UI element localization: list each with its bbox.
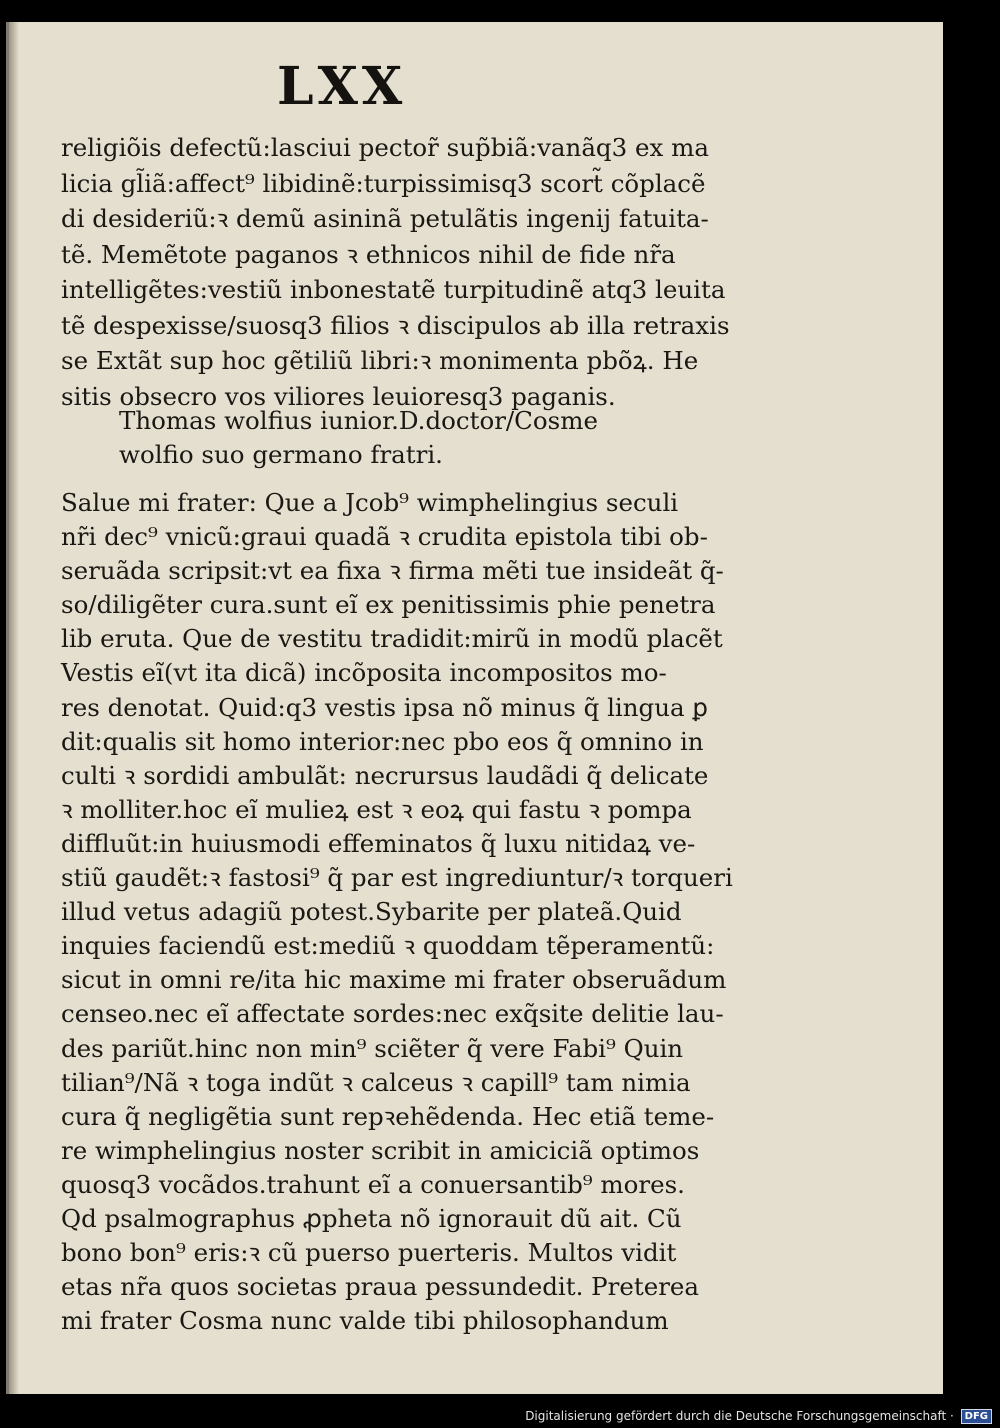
dfg-logo: DFG <box>961 1409 992 1424</box>
folio-number: LXX <box>277 56 407 117</box>
text-line: culti ꝛ sordidi ambulãt: necrursus laudãdi q̃ delicate <box>61 760 709 790</box>
book-page <box>6 22 943 1394</box>
text-line: di desideriũ:ꝛ demũ asininã petulãtis ingenij fatuita- <box>61 204 709 233</box>
text-line: Vestis eĩ(vt ita dicã) incõposita incompositos mo- <box>61 658 667 688</box>
text-line: sicut in omni re/ita hic maxime mi frater obseruãdum <box>61 965 727 995</box>
text-line: dit:qualis sit homo interior:nec pbo eos q̃ omnino in <box>61 726 704 756</box>
text-line: ꝛ molliter.hoc eĩ mulieꝝ est ꝛ eoꝝ qui fastu ꝛ pompa <box>61 794 692 824</box>
text-line: re wimphelingius noster scribit in amiciciã optimos <box>61 1135 700 1165</box>
text-line: licia gl̃iã:affect⁹ libidinẽ:turpissimisq3 scort̃ cõplacẽ <box>61 168 706 198</box>
text-line: so/diligẽter cura.sunt eĩ ex penitissimis phie penetra <box>61 590 716 620</box>
text-line: tilian⁹/Nã ꝛ toga indũt ꝛ calceus ꝛ capill⁹ tam nimia <box>61 1067 691 1097</box>
text-line: Salue mi frater: Que a Jcob⁹ wimphelingius seculi <box>61 488 679 517</box>
heading-line: wolfio suo germano fratri. <box>119 440 443 469</box>
text-line: res denotat. Quid:q3 vestis ipsa nõ minus q̃ lingua ꝑ <box>61 692 708 722</box>
text-line: quosq3 vocãdos.trahunt eĩ a conuersantib⁹ mores. <box>61 1169 685 1199</box>
gutter-shadow <box>9 22 19 1394</box>
text-line: stiũ gaudẽt:ꝛ fastosi⁹ q̃ par est ingrediuntur/ꝛ torqueri <box>61 863 733 893</box>
text-line: seruãda scripsit:vt ea fixa ꝛ firma mẽti tue insideãt q̃- <box>61 556 724 586</box>
text-line: tẽ despexisse/suosq3 filios ꝛ discipulos ab illa retraxis <box>61 310 730 340</box>
text-line: tẽ. Memẽtote paganos ꝛ ethnicos nihil de fide nr̃a <box>61 239 676 269</box>
text-line: se Extãt sup hoc gẽtiliũ libri:ꝛ monimenta pbõꝝ. He <box>61 346 699 375</box>
text-line: sitis obsecro vos viliores leuioresq3 paganis. <box>61 381 616 411</box>
text-line: censeo.nec eĩ affectate sordes:nec exq̃site delitie lau- <box>61 999 724 1029</box>
text-line: religiõis defectũ:lasciui pector̃ sup̃biã:vanãq3 ex ma <box>61 133 709 162</box>
text-line: diffluũt:in huiusmodi effeminatos q̃ luxu nitidaꝝ ve- <box>61 828 696 858</box>
text-line: mi frater Cosma nunc valde tibi philosophandum <box>61 1306 669 1336</box>
letter-body <box>61 486 741 1338</box>
text-line: etas nr̃a quos societas praua pessundedit. Preterea <box>61 1272 700 1302</box>
text-line: bono bon⁹ eris:ꝛ cũ puerso puerteris. Multos vidit <box>61 1238 677 1268</box>
text-line: lib eruta. Que de vestitu tradidit:mirũ in modũ placẽt <box>61 624 723 654</box>
heading-line: Thomas wolfius iunior.D.doctor/Cosme <box>119 406 598 435</box>
text-line: intelligẽtes:vestiũ inbonestatẽ turpitudinẽ atq3 leuita <box>61 275 726 304</box>
letter-heading <box>119 404 759 472</box>
top-text-block <box>61 130 741 414</box>
text-line: inquies faciendũ est:mediũ ꝛ quoddam tẽperamentũ: <box>61 931 715 961</box>
credit-text: Digitalisierung gefördert durch die Deutsche Forschungsgemeinschaft · <box>525 1409 954 1423</box>
text-line: des pariũt.hinc non min⁹ sciẽter q̃ vere Fabi⁹ Quin <box>61 1033 684 1063</box>
text-line: nr̃i dec⁹ vnicũ:graui quadã ꝛ crudita epistola tibi ob- <box>61 522 708 552</box>
text-line: illud vetus adagiũ potest.Sybarite per plateã.Quid <box>61 897 682 927</box>
text-line: cura q̃ negligẽtia sunt repꝛehẽdenda. Hec etiã teme- <box>61 1101 715 1131</box>
digitization-credit <box>525 1409 992 1424</box>
text-line: Qd psalmographus ꝓpheta nõ ignorauit dũ ait. Cũ <box>61 1203 682 1233</box>
